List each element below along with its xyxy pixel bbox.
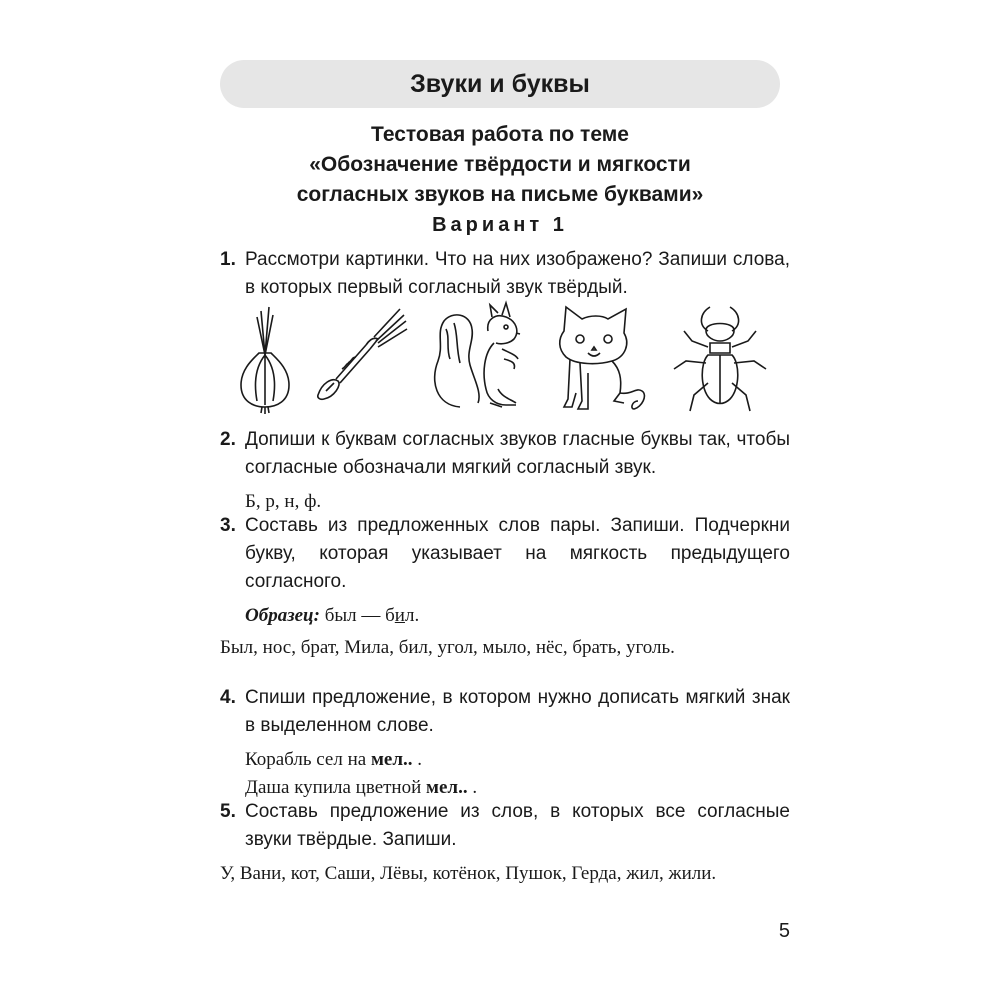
task-number: 4. bbox=[220, 687, 236, 708]
onion-icon bbox=[235, 303, 295, 415]
task-text: Составь из предложенных слов пары. Запиши. Подчеркни букву, которая указывает на мягкость предыдущего согласного. bbox=[245, 515, 790, 592]
task-text: Составь предложение из слов, в которых все согласные звуки твёрдые. Запиши. bbox=[245, 801, 790, 850]
sentence-end: . bbox=[467, 777, 478, 798]
cat-icon bbox=[550, 303, 650, 415]
test-title bbox=[200, 120, 800, 210]
task-4 bbox=[220, 684, 790, 802]
task-5 bbox=[220, 798, 790, 888]
task-number: 3. bbox=[220, 515, 236, 536]
task-3 bbox=[220, 512, 790, 662]
task-letters: Б, р, н, ф. bbox=[245, 491, 322, 512]
task-text: Спиши предложение, в котором нужно дописать мягкий знак в выделенном слове. bbox=[245, 687, 790, 736]
fork-icon bbox=[312, 303, 410, 403]
sample-end: л. bbox=[404, 605, 420, 626]
squirrel-icon bbox=[430, 303, 530, 411]
sentence-plain: Корабль сел на bbox=[245, 749, 371, 770]
task-number: 1. bbox=[220, 249, 236, 270]
task-sentence-1 bbox=[245, 746, 790, 774]
test-title-line: «Обозначение твёрдости и мягкости bbox=[309, 153, 691, 176]
test-title-line: согласных звуков на письме буквами» bbox=[296, 183, 704, 206]
task-number: 2. bbox=[220, 429, 236, 450]
task-2 bbox=[220, 426, 790, 516]
sample-label: Образец: bbox=[245, 605, 320, 626]
task-words: Был, нос, брат, Мила, бил, угол, мыло, нёс, брать, уголь. bbox=[220, 637, 675, 658]
task-number: 5. bbox=[220, 801, 236, 822]
task-1 bbox=[220, 246, 790, 302]
page-number: 5 bbox=[778, 920, 790, 942]
task-1-pictures bbox=[230, 303, 790, 418]
sentence-bold-word: мел.. bbox=[370, 749, 413, 770]
sample-start: был — б bbox=[319, 605, 395, 626]
test-title-line: Тестовая работа по теме bbox=[371, 123, 629, 146]
variant-label: Вариант 1 bbox=[432, 214, 568, 236]
sample-underlined-letter: и bbox=[394, 605, 405, 626]
sentence-end: . bbox=[412, 749, 422, 770]
sentence-plain: Даша купила цветной bbox=[245, 777, 427, 798]
task-text: Рассмотри картинки. Что на них изображено? Запиши слова, в которых первый согласный звук твёрдый. bbox=[245, 249, 790, 298]
task-text: Допиши к буквам согласных звуков гласные буквы так, чтобы согласные обозначали мягкий согласный звук. bbox=[245, 429, 790, 478]
sentence-bold-word: мел.. bbox=[426, 777, 468, 798]
task-sample bbox=[245, 602, 790, 630]
section-title: Звуки и буквы bbox=[410, 69, 590, 98]
task-words: У, Вани, кот, Саши, Лёвы, котёнок, Пушок, Герда, жил, жили. bbox=[220, 863, 717, 884]
beetle-icon bbox=[670, 303, 770, 415]
section-header bbox=[220, 60, 780, 108]
